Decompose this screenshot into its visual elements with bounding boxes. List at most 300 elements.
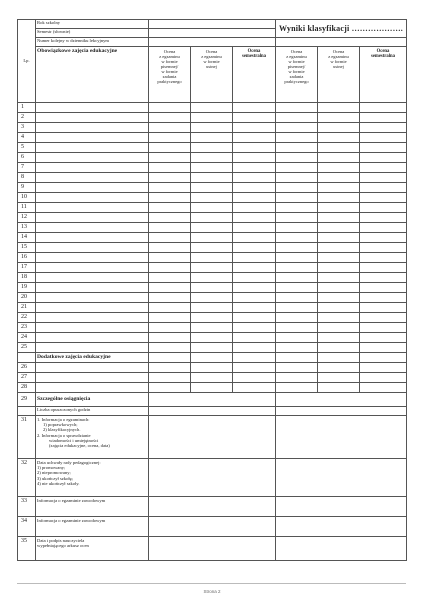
- podpis-cell-1[interactable]: [149, 537, 276, 561]
- subject-cell[interactable]: [36, 273, 149, 283]
- grade-cell[interactable]: [318, 363, 360, 373]
- grade-cell[interactable]: [318, 273, 360, 283]
- subject-cell[interactable]: [36, 343, 149, 353]
- dodatkowe-cell[interactable]: [318, 353, 360, 363]
- grade-cell[interactable]: [360, 303, 407, 313]
- grade-cell[interactable]: [276, 213, 318, 223]
- subject-cell[interactable]: [36, 173, 149, 183]
- grade-cell[interactable]: [149, 303, 191, 313]
- grade-cell[interactable]: [191, 383, 233, 393]
- row-number: 10: [18, 193, 36, 203]
- grade-cell[interactable]: [191, 213, 233, 223]
- mandatory-row: [18, 123, 407, 133]
- grade-cell[interactable]: [191, 203, 233, 213]
- numer-kolejny-cell-1[interactable]: [149, 38, 276, 47]
- grade-cell[interactable]: [191, 343, 233, 353]
- row-number: 3: [18, 123, 36, 133]
- mandatory-row: [18, 233, 407, 243]
- grade-cell[interactable]: [318, 383, 360, 393]
- grade-cell[interactable]: [360, 263, 407, 273]
- grade-cell[interactable]: [276, 113, 318, 123]
- subject-cell[interactable]: [36, 103, 149, 113]
- subject-cell[interactable]: [36, 303, 149, 313]
- subject-cell[interactable]: [36, 153, 149, 163]
- grade-cell[interactable]: [360, 163, 407, 173]
- grade-cell[interactable]: [318, 313, 360, 323]
- grade-cell[interactable]: [233, 133, 276, 143]
- semestr-cell-1[interactable]: [149, 29, 276, 38]
- mandatory-row: [18, 103, 407, 113]
- row-number: 15: [18, 243, 36, 253]
- row-number: 6: [18, 153, 36, 163]
- grade-cell[interactable]: [276, 143, 318, 153]
- row-number: 20: [18, 293, 36, 303]
- dodatkowe-cell[interactable]: [149, 353, 191, 363]
- mandatory-row: [18, 283, 407, 293]
- grade-cell[interactable]: [318, 343, 360, 353]
- row-number: 19: [18, 283, 36, 293]
- page-number: Strona 2: [203, 589, 221, 594]
- subject-cell[interactable]: [36, 143, 149, 153]
- grades-table: [17, 19, 407, 561]
- grade-cell[interactable]: [276, 243, 318, 253]
- grade-cell[interactable]: [149, 363, 191, 373]
- row-number: 7: [18, 163, 36, 173]
- grade-cell[interactable]: [233, 173, 276, 183]
- grade-cell[interactable]: [360, 283, 407, 293]
- subject-cell[interactable]: [36, 383, 149, 393]
- grade-cell[interactable]: [233, 153, 276, 163]
- grade-cell[interactable]: [276, 233, 318, 243]
- grade-cell[interactable]: [149, 203, 191, 213]
- egzaminy-cell-2[interactable]: [276, 416, 407, 459]
- grade-cell[interactable]: [233, 243, 276, 253]
- grade-cell[interactable]: [233, 383, 276, 393]
- row-number: 21: [18, 303, 36, 313]
- subject-cell[interactable]: [36, 243, 149, 253]
- egzamin-zawodowy-cell-4[interactable]: [276, 517, 407, 537]
- row-number: 23: [18, 323, 36, 333]
- grade-cell[interactable]: [149, 233, 191, 243]
- grade-cell[interactable]: [276, 313, 318, 323]
- grade-cell[interactable]: [276, 183, 318, 193]
- extra-row: [18, 363, 407, 373]
- row-number: 14: [18, 233, 36, 243]
- grade-cell[interactable]: [233, 293, 276, 303]
- grade-cell[interactable]: [233, 123, 276, 133]
- grade-cell[interactable]: [233, 313, 276, 323]
- grade-cell[interactable]: [149, 273, 191, 283]
- grade-cell[interactable]: [318, 103, 360, 113]
- grade-cell[interactable]: [233, 103, 276, 113]
- row-number: 24: [18, 333, 36, 343]
- grade-cell[interactable]: [149, 263, 191, 273]
- dodatkowe-lp: [18, 353, 36, 363]
- grade-cell[interactable]: [149, 243, 191, 253]
- grade-cell[interactable]: [233, 193, 276, 203]
- grade-cell[interactable]: [149, 183, 191, 193]
- grade-cell[interactable]: [276, 133, 318, 143]
- subject-cell[interactable]: [36, 263, 149, 273]
- grade-cell[interactable]: [318, 303, 360, 313]
- grade-cell[interactable]: [191, 313, 233, 323]
- subject-cell[interactable]: [36, 323, 149, 333]
- grade-cell[interactable]: [360, 143, 407, 153]
- mandatory-row: [18, 333, 407, 343]
- grade-cell[interactable]: [318, 193, 360, 203]
- grade-cell[interactable]: [191, 163, 233, 173]
- col-pisemny-1: Ocena z egzaminu w formie pisemnej/ w formie zadania praktycznego: [149, 47, 191, 103]
- grade-cell[interactable]: [191, 183, 233, 193]
- grade-cell[interactable]: [360, 383, 407, 393]
- grade-cell[interactable]: [318, 373, 360, 383]
- grade-cell[interactable]: [191, 373, 233, 383]
- grade-cell[interactable]: [360, 313, 407, 323]
- lp-header: Lp.: [18, 20, 36, 103]
- row-number: 4: [18, 133, 36, 143]
- subject-cell[interactable]: [36, 193, 149, 203]
- subject-cell[interactable]: [36, 233, 149, 243]
- grade-cell[interactable]: [149, 373, 191, 383]
- grade-cell[interactable]: [149, 343, 191, 353]
- row-number: 5: [18, 143, 36, 153]
- mandatory-row: [18, 343, 407, 353]
- godziny-cell-1[interactable]: [149, 407, 276, 416]
- col-ustny-1: Ocena z egzaminu w formie ustnej: [191, 47, 233, 103]
- grade-cell[interactable]: [276, 323, 318, 333]
- mandatory-row: [18, 193, 407, 203]
- row-number: 28: [18, 383, 36, 393]
- grade-cell[interactable]: [276, 153, 318, 163]
- uchwala-info: Data uchwały rady pedagogicznej: 1) promowany; 2) niepromowany; 3) ukończył szkołę; 4) nie ukończył szkoły.: [36, 459, 149, 497]
- grade-cell[interactable]: [191, 303, 233, 313]
- grade-cell[interactable]: [191, 193, 233, 203]
- row-number: 35: [18, 537, 36, 561]
- grade-cell[interactable]: [149, 223, 191, 233]
- subject-cell[interactable]: [36, 253, 149, 263]
- grade-cell[interactable]: [360, 273, 407, 283]
- grade-cell[interactable]: [191, 113, 233, 123]
- mandatory-row: [18, 223, 407, 233]
- grade-cell[interactable]: [233, 113, 276, 123]
- grade-cell[interactable]: [149, 193, 191, 203]
- row-number: 12: [18, 213, 36, 223]
- mandatory-row: [18, 183, 407, 193]
- semestr-label: Semestr (słownie): [36, 29, 149, 38]
- col-ustny-2: Ocena z egzaminu w formie ustnej: [318, 47, 360, 103]
- egzamin-zawodowy-cell-2[interactable]: [276, 497, 407, 517]
- szczegolne-label: Szczególne osiągnięcia: [36, 393, 149, 407]
- mandatory-row: [18, 173, 407, 183]
- grade-cell[interactable]: [276, 123, 318, 133]
- grade-cell[interactable]: [318, 173, 360, 183]
- grade-cell[interactable]: [191, 253, 233, 263]
- subject-cell[interactable]: [36, 133, 149, 143]
- grade-cell[interactable]: [360, 153, 407, 163]
- grade-cell[interactable]: [149, 313, 191, 323]
- row-number: 34: [18, 517, 36, 537]
- mandatory-rows: [18, 103, 407, 353]
- row-number: 11: [18, 203, 36, 213]
- grade-cell[interactable]: [191, 223, 233, 233]
- grade-cell[interactable]: [318, 153, 360, 163]
- subject-cell[interactable]: [36, 283, 149, 293]
- col-pisemny-2: Ocena z egzaminu w formie pisemnej/ w formie zadania praktycznego: [276, 47, 318, 103]
- grade-cell[interactable]: [191, 173, 233, 183]
- grade-cell[interactable]: [233, 183, 276, 193]
- godziny-lp: [18, 407, 36, 416]
- obowiazkowe-header: Obowiązkowe zajęcia edukacyjne: [36, 47, 149, 103]
- grade-cell[interactable]: [149, 323, 191, 333]
- row-number: 33: [18, 497, 36, 517]
- mandatory-row: [18, 313, 407, 323]
- dodatkowe-cell[interactable]: [360, 353, 407, 363]
- subject-cell[interactable]: [36, 183, 149, 193]
- grade-cell[interactable]: [318, 243, 360, 253]
- grade-cell[interactable]: [276, 383, 318, 393]
- grade-cell[interactable]: [360, 173, 407, 183]
- subject-cell[interactable]: [36, 213, 149, 223]
- podpis-cell-2[interactable]: [276, 537, 407, 561]
- godziny-label: Liczba opuszczonych godzin: [36, 407, 149, 416]
- grade-cell[interactable]: [276, 253, 318, 263]
- grade-cell[interactable]: [233, 203, 276, 213]
- mandatory-row: [18, 273, 407, 283]
- row-number: 32: [18, 459, 36, 497]
- grade-cell[interactable]: [233, 333, 276, 343]
- grade-cell[interactable]: [149, 163, 191, 173]
- grade-cell[interactable]: [360, 203, 407, 213]
- subject-cell[interactable]: [36, 113, 149, 123]
- godziny-cell-2[interactable]: [276, 407, 407, 416]
- grade-cell[interactable]: [276, 223, 318, 233]
- mandatory-row: [18, 143, 407, 153]
- extra-rows: [18, 363, 407, 393]
- mandatory-row: [18, 293, 407, 303]
- grade-cell[interactable]: [360, 183, 407, 193]
- grade-cell[interactable]: [276, 203, 318, 213]
- row-number: 27: [18, 373, 36, 383]
- grade-cell[interactable]: [276, 343, 318, 353]
- grade-cell[interactable]: [318, 183, 360, 193]
- grade-cell[interactable]: [191, 293, 233, 303]
- mandatory-row: [18, 253, 407, 263]
- grade-cell[interactable]: [318, 223, 360, 233]
- rok-szkolny-cell-1[interactable]: [149, 20, 276, 29]
- grade-cell[interactable]: [149, 143, 191, 153]
- row-number: 18: [18, 273, 36, 283]
- grade-cell[interactable]: [360, 213, 407, 223]
- grade-cell[interactable]: [233, 263, 276, 273]
- classification-title: Wyniki klasyfikacji ……………….: [276, 20, 407, 38]
- subject-cell[interactable]: [36, 333, 149, 343]
- subject-cell[interactable]: [36, 363, 149, 373]
- grade-cell[interactable]: [191, 123, 233, 133]
- grade-cell[interactable]: [233, 273, 276, 283]
- grade-cell[interactable]: [149, 133, 191, 143]
- subject-cell[interactable]: [36, 373, 149, 383]
- numer-kolejny-cell-2[interactable]: [276, 38, 407, 47]
- grade-cell[interactable]: [276, 173, 318, 183]
- grade-cell[interactable]: [191, 243, 233, 253]
- grade-cell[interactable]: [318, 233, 360, 243]
- grade-cell[interactable]: [276, 283, 318, 293]
- col-semestralna-2: Ocena semestralna: [360, 47, 407, 103]
- subject-cell[interactable]: [36, 293, 149, 303]
- mandatory-row: [18, 243, 407, 253]
- subject-cell[interactable]: [36, 163, 149, 173]
- grade-cell[interactable]: [233, 163, 276, 173]
- grade-cell[interactable]: [233, 303, 276, 313]
- grade-cell[interactable]: [360, 363, 407, 373]
- grade-cell[interactable]: [233, 213, 276, 223]
- grade-cell[interactable]: [191, 103, 233, 113]
- grade-cell[interactable]: [276, 363, 318, 373]
- grade-cell[interactable]: [360, 243, 407, 253]
- grade-cell[interactable]: [149, 333, 191, 343]
- uchwala-cell-1[interactable]: [149, 459, 276, 497]
- grade-cell[interactable]: [360, 253, 407, 263]
- grade-cell[interactable]: [149, 253, 191, 263]
- grade-cell[interactable]: [149, 103, 191, 113]
- grade-cell[interactable]: [318, 293, 360, 303]
- mandatory-row: [18, 303, 407, 313]
- row-number: 25: [18, 343, 36, 353]
- dodatkowe-header: Dodatkowe zajęcia edukacyjne: [36, 353, 149, 363]
- grade-cell[interactable]: [276, 333, 318, 343]
- grade-cell[interactable]: [191, 283, 233, 293]
- szczegolne-cell-2[interactable]: [276, 393, 407, 407]
- grade-cell[interactable]: [191, 263, 233, 273]
- grade-cell[interactable]: [318, 133, 360, 143]
- grade-cell[interactable]: [191, 153, 233, 163]
- grade-cell[interactable]: [318, 333, 360, 343]
- mandatory-row: [18, 263, 407, 273]
- mandatory-row: [18, 163, 407, 173]
- extra-row: [18, 373, 407, 383]
- grade-cell[interactable]: [276, 163, 318, 173]
- grade-cell[interactable]: [149, 153, 191, 163]
- grade-cell[interactable]: [360, 223, 407, 233]
- szczegolne-cell-1[interactable]: [149, 393, 276, 407]
- row-number: 2: [18, 113, 36, 123]
- grade-cell[interactable]: [360, 293, 407, 303]
- row-number: 8: [18, 173, 36, 183]
- footer-divider: [17, 583, 406, 584]
- grade-cell[interactable]: [318, 263, 360, 273]
- grade-cell[interactable]: [276, 103, 318, 113]
- grade-cell[interactable]: [191, 233, 233, 243]
- grade-cell[interactable]: [360, 103, 407, 113]
- row-number: 29: [18, 393, 36, 407]
- grade-cell[interactable]: [149, 173, 191, 183]
- egzamin-zawodowy-cell-3[interactable]: [149, 517, 276, 537]
- grade-cell[interactable]: [318, 163, 360, 173]
- grade-cell[interactable]: [318, 203, 360, 213]
- grade-cell[interactable]: [318, 113, 360, 123]
- grade-cell[interactable]: [276, 303, 318, 313]
- numer-kolejny-label: Numer kolejny w dzienniku lekcyjnym: [36, 38, 149, 47]
- grade-cell[interactable]: [360, 343, 407, 353]
- grade-cell[interactable]: [149, 283, 191, 293]
- grade-cell[interactable]: [233, 363, 276, 373]
- grade-cell[interactable]: [191, 363, 233, 373]
- grade-cell[interactable]: [191, 333, 233, 343]
- egzaminy-cell-1[interactable]: [149, 416, 276, 459]
- grade-cell[interactable]: [360, 333, 407, 343]
- grade-cell[interactable]: [149, 113, 191, 123]
- grade-cell[interactable]: [149, 123, 191, 133]
- grade-cell[interactable]: [233, 283, 276, 293]
- dodatkowe-cell[interactable]: [233, 353, 276, 363]
- mandatory-row: [18, 203, 407, 213]
- egzamin-zawodowy-cell-1[interactable]: [149, 497, 276, 517]
- grade-cell[interactable]: [233, 323, 276, 333]
- grade-cell[interactable]: [233, 253, 276, 263]
- grade-cell[interactable]: [318, 143, 360, 153]
- grade-cell[interactable]: [276, 373, 318, 383]
- row-number: 9: [18, 183, 36, 193]
- grade-cell[interactable]: [276, 293, 318, 303]
- grade-cell[interactable]: [149, 293, 191, 303]
- grade-cell[interactable]: [149, 213, 191, 223]
- row-number: 1: [18, 103, 36, 113]
- grade-cell[interactable]: [360, 323, 407, 333]
- grade-cell[interactable]: [360, 193, 407, 203]
- grade-cell[interactable]: [318, 323, 360, 333]
- grade-cell[interactable]: [191, 323, 233, 333]
- mandatory-row: [18, 113, 407, 123]
- grade-cell[interactable]: [318, 123, 360, 133]
- rok-szkolny-label: Rok szkolny: [36, 20, 149, 29]
- mandatory-row: [18, 323, 407, 333]
- grade-cell[interactable]: [360, 123, 407, 133]
- row-number: 26: [18, 363, 36, 373]
- grade-cell[interactable]: [318, 253, 360, 263]
- grade-cell[interactable]: [360, 113, 407, 123]
- grade-cell[interactable]: [191, 273, 233, 283]
- row-number: 22: [18, 313, 36, 323]
- dodatkowe-cell[interactable]: [276, 353, 318, 363]
- grade-cell[interactable]: [276, 193, 318, 203]
- grade-cell[interactable]: [318, 283, 360, 293]
- grade-cell[interactable]: [276, 273, 318, 283]
- subject-cell[interactable]: [36, 203, 149, 213]
- subject-cell[interactable]: [36, 313, 149, 323]
- row-number: 16: [18, 253, 36, 263]
- grade-cell[interactable]: [233, 223, 276, 233]
- subject-cell[interactable]: [36, 123, 149, 133]
- col-semestralna-1: Ocena semestralna: [233, 47, 276, 103]
- grade-cell[interactable]: [191, 143, 233, 153]
- mandatory-row: [18, 133, 407, 143]
- subject-cell[interactable]: [36, 223, 149, 233]
- grade-cell[interactable]: [233, 343, 276, 353]
- grade-cell[interactable]: [276, 263, 318, 273]
- grade-cell[interactable]: [360, 233, 407, 243]
- extra-row: [18, 383, 407, 393]
- grade-cell[interactable]: [360, 133, 407, 143]
- grade-cell[interactable]: [233, 143, 276, 153]
- uchwala-cell-2[interactable]: [276, 459, 407, 497]
- grade-cell[interactable]: [233, 373, 276, 383]
- grade-cell[interactable]: [360, 373, 407, 383]
- grade-cell[interactable]: [191, 133, 233, 143]
- grade-cell[interactable]: [149, 383, 191, 393]
- grade-cell[interactable]: [233, 233, 276, 243]
- dodatkowe-cell[interactable]: [191, 353, 233, 363]
- grade-cell[interactable]: [318, 213, 360, 223]
